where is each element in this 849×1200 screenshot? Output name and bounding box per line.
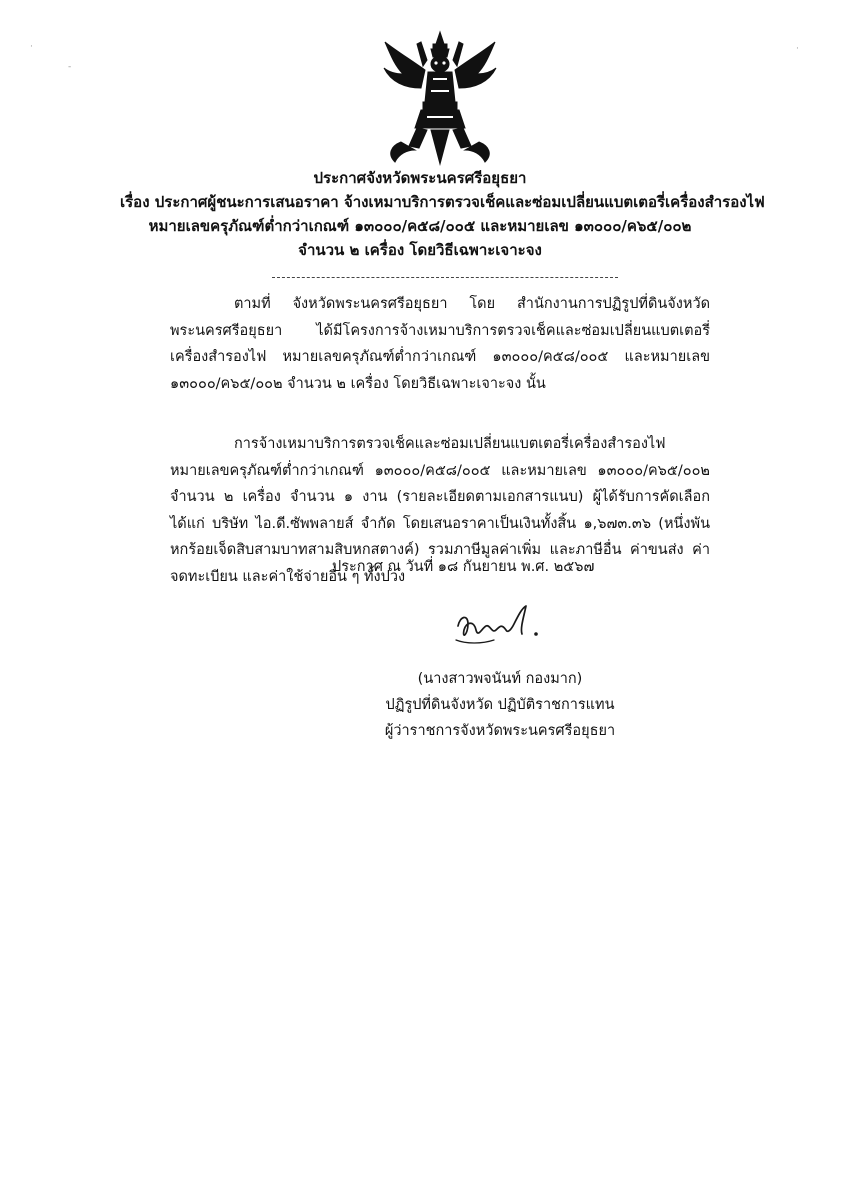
announcement-date: ประกาศ ณ วันที่ ๑๘ กันยายน พ.ศ. ๒๕๖๗ [332, 559, 595, 575]
header-divider [272, 277, 618, 278]
body-paragraph-1: ตามที่ จังหวัดพระนครศรีอยุธยา โดย สำนักงานการปฏิรูปที่ดินจังหวัดพระนครศรีอยุธยา ได้มีโครงการจ้างเหมาบริการตรวจเช็คและซ่อมเปลี่ยนแบตเตอรี่เครื่องสำรองไฟ หมายเลขครุภัณฑ์ต่ำกว่าเกณฑ์ ๑๓๐๐๐/ค๕๘/๐๐๕ และหมายเลข ๑๓๐๐๐/ค๖๕/๐๐๒ จำนวน ๒ เครื่อง โดยวิธีเฉพาะเจาะจง นั้น [170, 296, 710, 392]
announcement-title: ประกาศจังหวัดพระนครศรีอยุธยา [313, 169, 527, 187]
signer-name: (นางสาวพจนันท์ กองมาก) [417, 671, 583, 687]
scan-speck: · [30, 42, 33, 52]
signer-position: ปฏิรูปที่ดินจังหวัด ปฏิบัติราชการแทน [385, 697, 615, 713]
garuda-emblem-icon [381, 30, 499, 168]
scan-speck: - [68, 62, 72, 72]
announcement-header [120, 166, 765, 262]
announcement-subject-line2: หมายเลขครุภัณฑ์ต่ำกว่าเกณฑ์ ๑๓๐๐๐/ค๕๘/๐๐๕ และหมายเลข ๑๓๐๐๐/ค๖๕/๐๐๒ [148, 217, 692, 235]
signer-position-line2: ผู้ว่าราชการจังหวัดพระนครศรีอยุธยา [384, 723, 616, 739]
handwritten-signature-icon [452, 600, 544, 650]
scan-speck: · [796, 44, 799, 54]
signer-block [300, 666, 700, 744]
announcement-subject-line3: จำนวน ๒ เครื่อง โดยวิธีเฉพาะเจาะจง [298, 241, 542, 259]
body-paragraph-2: การจ้างเหมาบริการตรวจเช็คและซ่อมเปลี่ยนแบตเตอรี่เครื่องสำรองไฟ หมายเลขครุภัณฑ์ต่ำกว่าเกณฑ์ ๑๓๐๐๐/ค๕๘/๐๐๕ และหมายเลข ๑๓๐๐๐/ค๖๕/๐๐๒ จำนวน ๒ เครื่อง จำนวน ๑ งาน (รายละเอียดตามเอกสารแนบ) ผู้ได้รับการคัดเลือก ได้แก่ บริษัท ไอ.ดี.ซัพพลายส์ จำกัด โดยเสนอราคาเป็นเงินทั้งสิ้น ๑,๖๗๓.๓๖ (หนึ่งพันหกร้อยเจ็ดสิบสามบาทสามสิบหกสตางค์) รวมภาษีมูลค่าเพิ่ม และภาษีอื่น ค่าขนส่ง ค่าจดทะเบียน และค่าใช้จ่ายอื่น ๆ ทั้งปวง [170, 436, 710, 585]
announcement-subject: เรื่อง ประกาศผู้ชนะการเสนอราคา จ้างเหมาบริการตรวจเช็คและซ่อมเปลี่ยนแบตเตอรี่เครื่องสำรองไฟ [120, 193, 765, 211]
